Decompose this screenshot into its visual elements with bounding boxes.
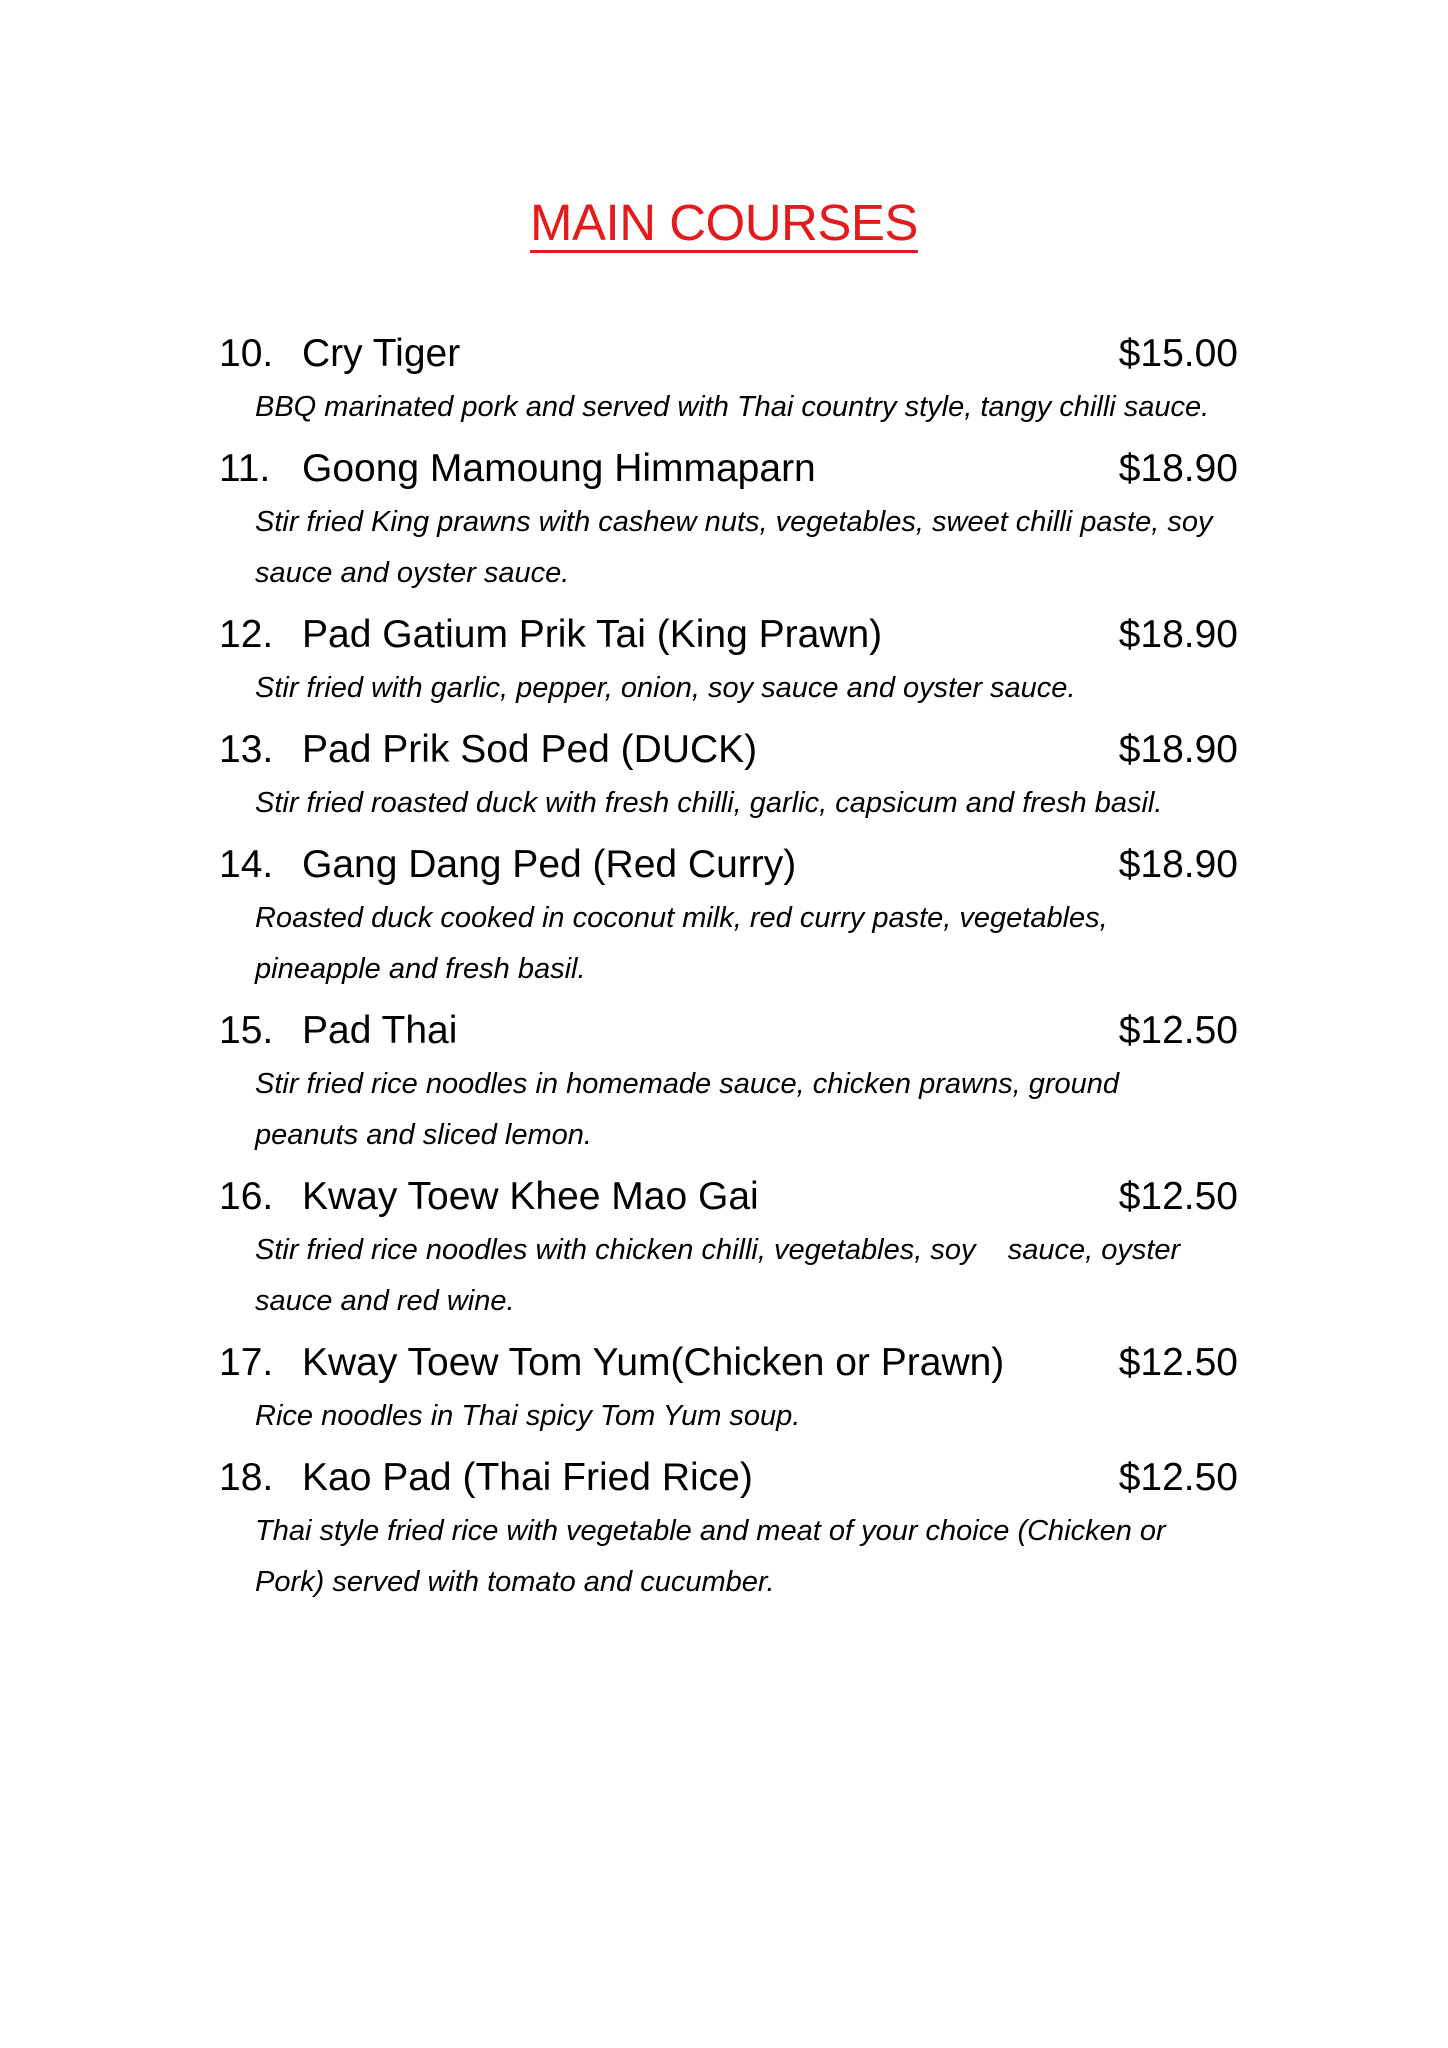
item-description: Stir fried rice noodles in homemade sauce, chicken prawns, ground peanuts and sliced lemon.	[255, 1068, 1120, 1151]
item-name: Kway Toew Khee Mao Gai	[302, 1175, 759, 1218]
item-name: Pad Prik Sod Ped (DUCK)	[302, 728, 758, 771]
item-number: 17.	[219, 1341, 274, 1384]
item-price: $18.90	[1118, 613, 1238, 656]
item-name: Goong Mamoung Himmaparn	[302, 447, 816, 490]
item-number: 18.	[219, 1456, 274, 1499]
menu-item-header	[219, 1169, 1238, 1225]
menu-item	[219, 837, 1238, 995]
menu-item	[219, 441, 1238, 599]
menu-item-header	[219, 837, 1238, 893]
item-description: Stir fried roasted duck with fresh chilli, garlic, capsicum and fresh basil.	[255, 787, 1163, 819]
item-price: $18.90	[1118, 728, 1238, 771]
menu-item-header	[219, 1003, 1238, 1059]
item-description: Stir fried with garlic, pepper, onion, soy sauce and oyster sauce.	[255, 672, 1076, 704]
menu-item-header	[219, 326, 1238, 382]
item-price: $12.50	[1118, 1175, 1238, 1218]
page-title-text: MAIN COURSES	[530, 194, 918, 251]
item-price: $12.50	[1118, 1009, 1238, 1052]
page-title	[0, 192, 1448, 253]
item-number: 12.	[219, 613, 274, 656]
menu-item-header	[219, 1450, 1238, 1506]
item-number: 11.	[219, 447, 271, 490]
item-number: 16.	[219, 1175, 274, 1218]
item-name: Gang Dang Ped (Red Curry)	[302, 843, 797, 886]
item-name: Kao Pad (Thai Fried Rice)	[302, 1456, 753, 1499]
item-description: Stir fried rice noodles with chicken chilli, vegetables, soy sauce, oyster sauce and red wine.	[255, 1234, 1181, 1317]
menu-item	[219, 1169, 1238, 1327]
menu-item	[219, 1003, 1238, 1161]
item-price: $18.90	[1118, 843, 1238, 886]
item-description: BBQ marinated pork and served with Thai country style, tangy chilli sauce.	[255, 391, 1210, 423]
item-price: $12.50	[1118, 1341, 1238, 1384]
item-number: 10.	[219, 332, 274, 375]
menu-item	[219, 1335, 1238, 1442]
menu-list	[219, 326, 1238, 1616]
menu-item-header	[219, 722, 1238, 778]
menu-item	[219, 326, 1238, 433]
item-name: Pad Thai	[302, 1009, 458, 1052]
item-price: $18.90	[1118, 447, 1238, 490]
item-description: Stir fried King prawns with cashew nuts, vegetables, sweet chilli paste, soy sauce and oyster sauce.	[255, 506, 1213, 589]
menu-item-header	[219, 607, 1238, 663]
item-price: $15.00	[1118, 332, 1238, 375]
item-price: $12.50	[1118, 1456, 1238, 1499]
menu-item	[219, 1450, 1238, 1608]
item-number: 14.	[219, 843, 274, 886]
menu-item	[219, 722, 1238, 829]
menu-item-header	[219, 1335, 1238, 1391]
item-number: 15.	[219, 1009, 274, 1052]
item-number: 13.	[219, 728, 274, 771]
item-name: Kway Toew Tom Yum(Chicken or Prawn)	[302, 1341, 1005, 1384]
menu-item	[219, 607, 1238, 714]
item-description: Roasted duck cooked in coconut milk, red curry paste, vegetables, pineapple and fresh basil.	[255, 902, 1108, 985]
menu-item-header	[219, 441, 1238, 497]
item-description: Thai style fried rice with vegetable and meat of your choice (Chicken or Pork) served with tomato and cucumber.	[255, 1515, 1166, 1598]
item-description: Rice noodles in Thai spicy Tom Yum soup.	[255, 1400, 801, 1432]
item-name: Pad Gatium Prik Tai (King Prawn)	[302, 613, 883, 656]
item-name: Cry Tiger	[302, 332, 461, 375]
